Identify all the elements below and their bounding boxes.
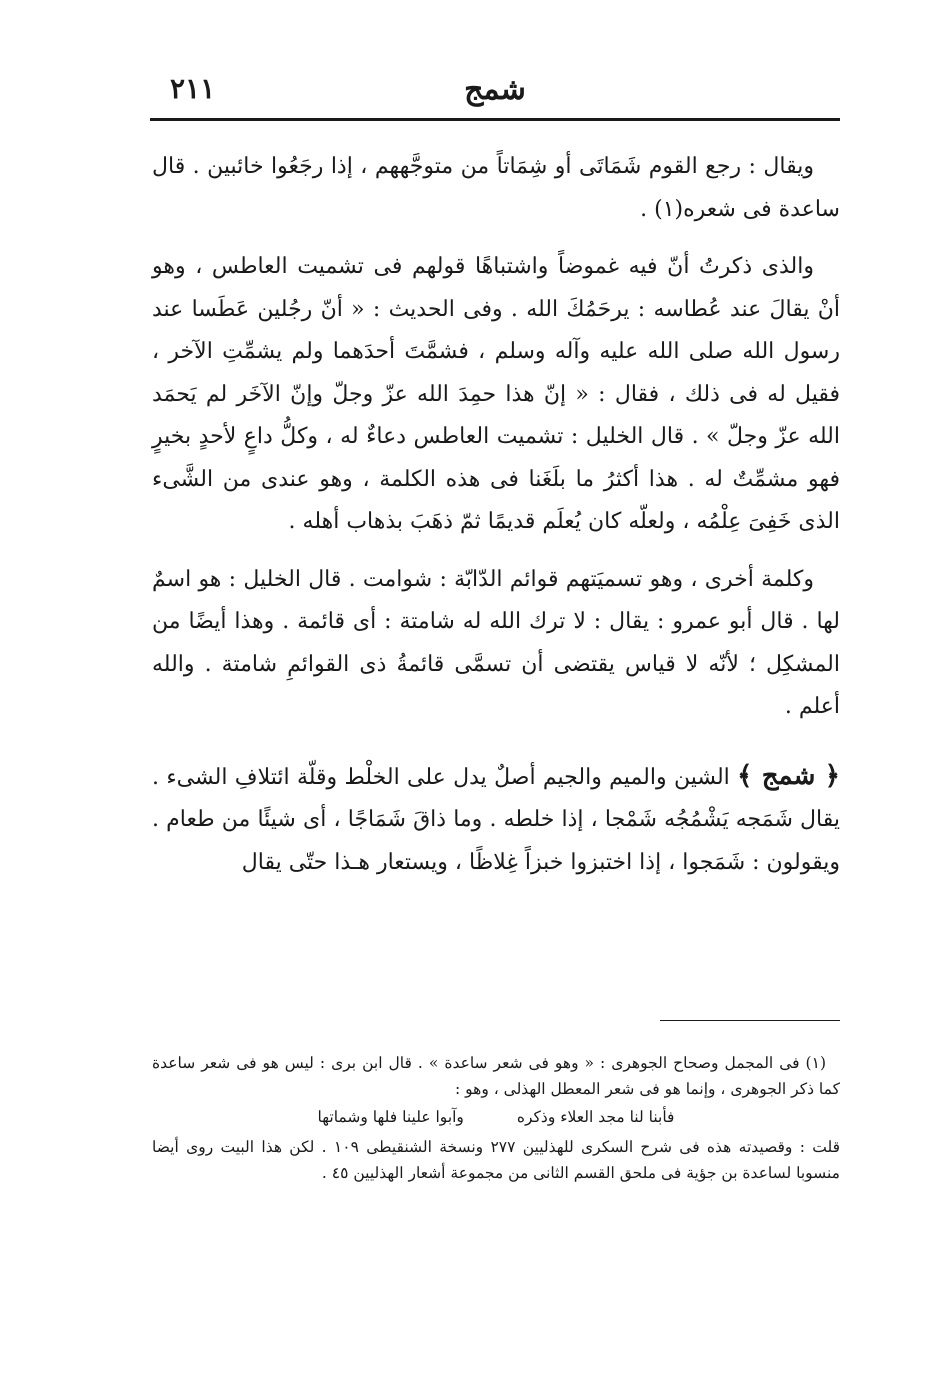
verse-hemistich-right: فأبنا لنا مجد العلاء وذكره	[516, 1108, 675, 1126]
verse-hemistich-left: وآبوا علينا فلها وشماتها	[317, 1108, 464, 1126]
headword: ﴿ شمج ﴾	[737, 760, 840, 791]
entry-text: الشين والميم والجيم أصلٌ يدل على الخلْط وقلّة ائتلافِ الشىء . يقال شَمَجه يَشْمُجُه شَمْجا ، إذا خلطه . وما ذاقَ شَمَاجًا ، أى شيئًا من طعام . ويقولون : شَمَجوا ، إذا اختبزوا خبزاً غِلاظًا ، ويستعار هـذا حتّى يقال	[152, 764, 840, 875]
paragraph-1: ويقال : رجع القوم شَمَاتَى أو شِمَاتاً من متوجَّههم ، إذا رجَعُوا خائبين . قال ساعدة فى شعره(١) .	[152, 154, 840, 222]
paragraph-3: وكلمة أخرى ، وهو تسميَتهم قوائم الدّابّة : شوامت . قال الخليل : هو اسمٌ لها . قال أبو عمرو : يقال : لا ترك الله له شامتة : أى قائمة . وهذا أيضًا من المشكِل ؛ لأنّه لا قياس يقتضى أن تسمَّى قائمةُ ذى القوائمِ شامتة . والله أعلم .	[152, 566, 840, 719]
footnote-rule	[660, 1020, 840, 1021]
footnote-verse	[152, 1104, 840, 1130]
footnote-1: (١) فى المجمل وصحاح الجوهرى : « وهو فى شعر ساعدة » . قال ابن برى : ليس هو فى شعر ساعدة كما ذكر الجوهرى ، وإنما هو فى شعر المعطل الهذلى ، وهو :	[152, 1054, 840, 1098]
page-number: ٢١١	[170, 72, 216, 105]
entry-shamaj	[152, 755, 840, 885]
page-header	[150, 66, 840, 116]
paragraph-2: والذى ذكرتُ أنّ فيه غموضاً واشتباهًا قولهم فى تشميت العاطس ، وهو أنْ يقالَ عند عُطاسه : يرحَمُكَ الله . وفى الحديث : « أنّ رجُلين عَطَسا عند رسول الله صلى الله عليه وآله وسلم ، فشمَّتَ أحدَهما ولم يشمِّتِ الآخر ، فقيل له فى ذلك ، فقال : « إنّ هذا حمِدَ الله عزّ وجلّ وإنّ الآخَر لم يَحمَد الله عزّ وجلّ » . قال الخليل : تشميت العاطس دعاءٌ له ، وكلُّ داعٍ لأحدٍ بخيرٍ فهو مشمِّتٌ له . هذا أكثرُ ما بلَغَنا فى هذه الكلمة ، وهو عندى من الشَّىء الذى خَفِىَ عِلْمُه ، ولعلّه كان يُعلَم قديمًا ثمّ ذهَبَ بذهاب أهله .	[152, 254, 840, 534]
main-text	[152, 146, 840, 899]
header-rule	[150, 118, 840, 121]
footnotes	[152, 1050, 840, 1186]
footnote-1-note: قلت : وقصيدته هذه فى شرح السكرى للهذليين ٢٧٧ ونسخة الشنقيطى ١٠٩ . لكن هذا البيت روى أيضا منسوبا لساعدة بن جؤية فى ملحق القسم الثانى من مجموعة أشعار الهذليين ٤٥ .	[152, 1138, 840, 1182]
running-title: شمج	[464, 72, 526, 107]
